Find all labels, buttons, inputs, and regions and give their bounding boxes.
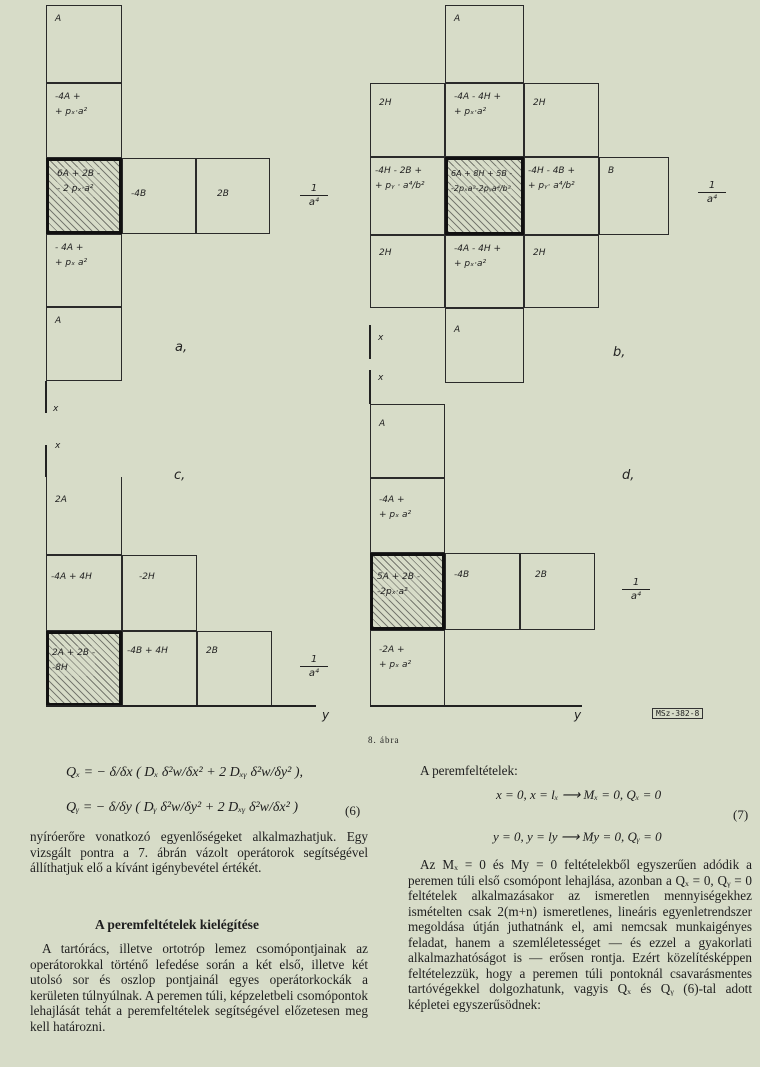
operator-cell: A <box>46 5 122 83</box>
equation-number: (7) <box>733 807 749 822</box>
operator-cell-center: 6A + 2B - - 2 pₓ·a² <box>46 158 122 234</box>
paragraph: A peremfeltételek: <box>420 763 518 778</box>
figure-stamp: MSz-382-8 <box>652 708 703 719</box>
y-axis <box>370 705 582 707</box>
operator-cell: -2H <box>122 555 197 631</box>
axis-label: y <box>574 708 582 722</box>
operator-cell: -4A + + pₓ a² <box>370 478 445 553</box>
operator-cell: 2B <box>197 631 272 706</box>
operator-cell: 2H <box>370 83 445 157</box>
operator-cell-center: 2A + 2B - -8H <box>46 631 122 706</box>
boundary-condition-x: x = 0, x = lₓ ⟶ Mₓ = 0, Qₓ = 0 <box>496 787 662 802</box>
figure-caption: 8. ábra <box>368 735 400 745</box>
equation-number: (6) <box>345 803 361 818</box>
x-axis <box>45 445 47 477</box>
operator-cell: -4A - 4H + + pₓ·a² <box>445 235 524 308</box>
operator-cell: -4A + + pₓ·a² <box>46 83 122 158</box>
operator-cell: -4H - 2B + + pᵧ · a⁴/b² <box>370 157 445 235</box>
panel-label: c, <box>174 468 186 483</box>
panel-label: d, <box>622 468 635 483</box>
multiplier-fraction: $\frac{1}{\text{a⁴}}$ <box>300 183 328 208</box>
operator-cell: 2B <box>196 158 270 234</box>
section-heading: A peremfeltételek kielégítése <box>95 917 259 932</box>
operator-cell: -4B <box>122 158 196 234</box>
equation-qy: Qᵧ = − δ/δy ( Dᵧ δ²w/δy² + 2 Dₓᵧ δ²w/δx² ) <box>66 800 298 815</box>
operator-cell: -4A - 4H + + pₓ·a² <box>445 83 524 157</box>
operator-cell: 2H <box>524 83 599 157</box>
operator-cell: A <box>445 308 524 383</box>
x-axis <box>369 325 371 359</box>
operator-cell: -4A + 4H <box>46 555 122 631</box>
axis-label: x <box>53 404 59 414</box>
axis-label: x <box>55 441 61 451</box>
operator-cell: -4H - 4B + + pᵧ· a⁴/b² <box>524 157 599 235</box>
panel-label: a, <box>175 340 188 355</box>
y-axis <box>46 705 316 707</box>
paragraph: Az Mₓ = 0 és My = 0 feltételekből egyszerűen adódik a peremen túli első csomópont lehajlása, azonban a Qₓ = 0, Qᵧ = 0 feltételek alkalmazásakor az ismeretlen mennyiségekhez ismételten csak 2(m+n) ismeretlenes, lineáris egyenletrendszer megoldása útján juthatnánk el, ami nemcsak munkaigényes feladat, hanem a szemléletességet — és ezzel a gyakorlati alkalmazhatóságot is — erősen rontja. Ezért közelítésképpen feltételezzük, hogy a peremen túli pontoknál csavarásmentes tartóvégekkel dolgozhatunk, vagyis Qₓ és Qᵧ (6)-tal adott képletei egyszerűsödnek: <box>408 857 752 1012</box>
operator-cell: - 4A + + pₓ a² <box>46 234 122 307</box>
operator-cell: A <box>370 404 445 478</box>
x-axis <box>45 381 47 413</box>
operator-cell-center: 6A + 8H + 5B - -2pₓa²-2pᵧa⁴/b² <box>445 157 524 235</box>
operator-cell: -2A + + pₓ a² <box>370 630 445 706</box>
x-axis <box>369 370 371 404</box>
operator-cell: -4B + 4H <box>122 631 197 706</box>
boundary-condition-y: y = 0, y = ly ⟶ My = 0, Qᵧ = 0 <box>493 829 662 844</box>
operator-cell: 2A <box>46 477 122 555</box>
operator-cell: A <box>445 5 524 83</box>
axis-label: x <box>378 333 384 343</box>
paragraph: A tartórács, illetve ortotróp lemez csomópontjainak az operátorokkal történő lefedése során a két első, illetve két utolsó sor és oszlop pontjainál egyes operátorkockák a kerületen túlnyúlnak. A peremen túli, képzeletbeli csomópontok lehajlását tehát a peremfeltételek segítségével előzetesen meg kell határozni. <box>30 941 368 1034</box>
axis-label: y <box>322 708 330 722</box>
operator-cell: B <box>599 157 669 235</box>
operator-cell-center: 5A + 2B - -2pₓ·a² <box>370 553 445 630</box>
operator-cell: 2H <box>524 235 599 308</box>
operator-cell: A <box>46 307 122 381</box>
multiplier-fraction: $\frac{1}{\text{a⁴}}$ <box>698 180 726 205</box>
operator-cell: 2H <box>370 235 445 308</box>
operator-cell: -4B <box>445 553 520 630</box>
operator-cell: 2B <box>520 553 595 630</box>
axis-label: x <box>378 373 384 383</box>
multiplier-fraction: $\frac{1}{\text{a⁴}}$ <box>622 577 650 602</box>
paragraph: nyíróerőre vonatkozó egyenlőségeket alkalmazhatjuk. Egy vizsgált pontra a 7. ábrán vázolt operátorok segítségével állíthatjuk elő a kívánt igénybevétel értékét. <box>30 829 368 875</box>
multiplier-fraction: $\frac{1}{\text{a⁴}}$ <box>300 654 328 679</box>
panel-label: b, <box>613 345 626 360</box>
equation-qx: Qₓ = − δ/δx ( Dₓ δ²w/δx² + 2 Dₓᵧ δ²w/δy² ), <box>66 765 303 780</box>
